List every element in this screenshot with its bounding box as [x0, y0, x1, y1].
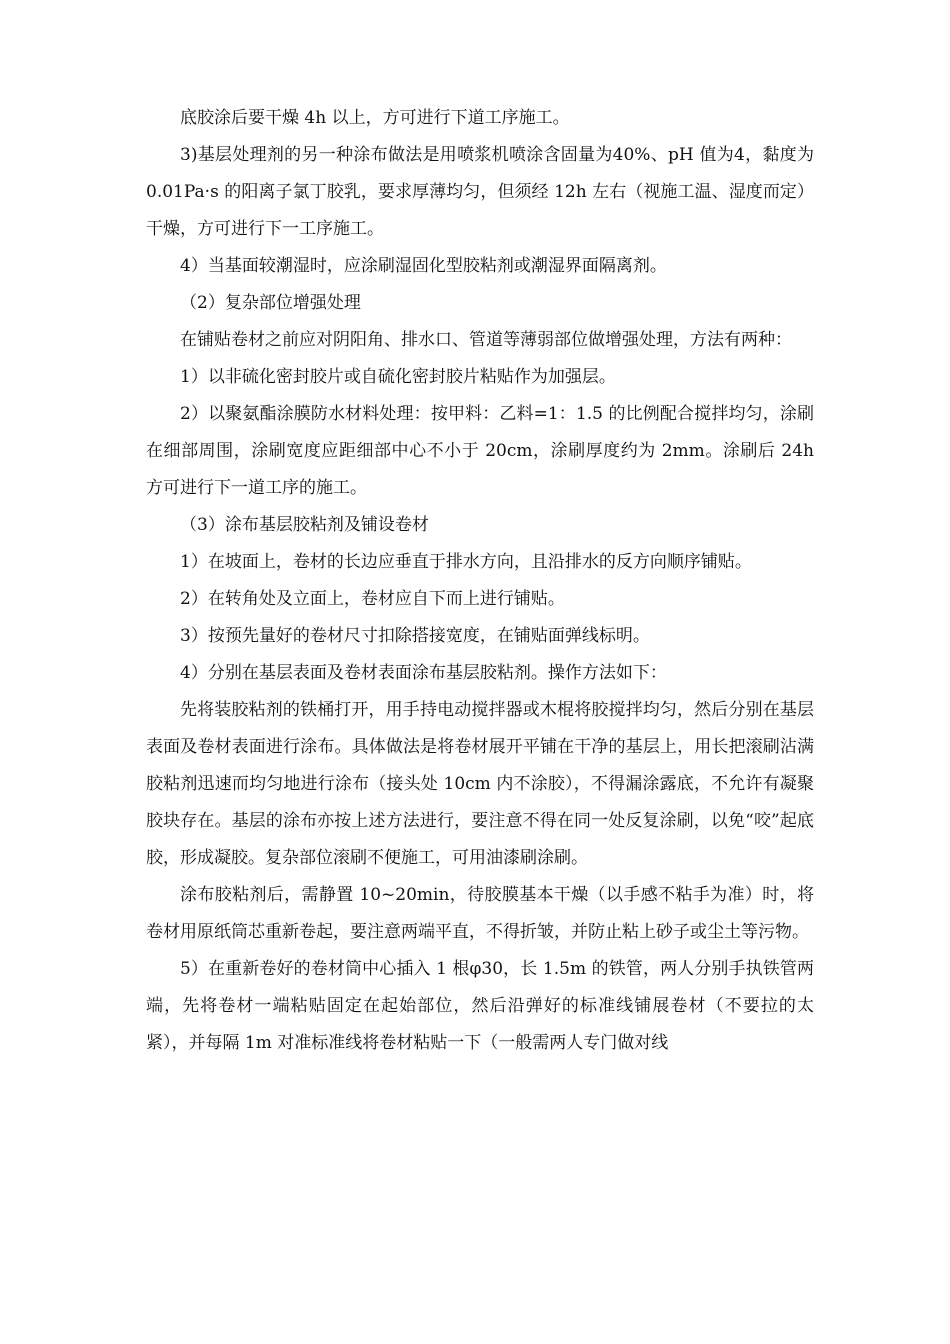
paragraph-damp-base: 4）当基面较潮湿时，应涂刷湿固化型胶粘剂或潮湿界面隔离剂。 [180, 256, 667, 276]
paragraph-rest-time: 涂布胶粘剂后，需静置 10~20min，待胶膜基本干燥（以手感不粘手为准）时，将卷材用原纸筒芯重新卷起，要注意两端平直，不得折皱，并防止粘上砂子或尘土等污物。 [146, 885, 814, 942]
paragraph-reinforcement-intro: 在铺贴卷材之前应对阴阳角、排水口、管道等薄弱部位做增强处理，方法有两种： [180, 330, 792, 350]
paragraph-method-1: 1）以非硫化密封胶片或自硫化密封胶片粘贴作为加强层。 [180, 367, 616, 387]
paragraph-spray-method: 3)基层处理剂的另一种涂布做法是用喷浆机喷涂含固量为40%、pH 值为4，黏度为 0.01Pa·s 的阳离子氯丁胶乳，要求厚薄均匀，但须经 12h 左右（视施工温、湿度而定）干燥，方可进行下一工序施工。 [146, 145, 814, 239]
paragraph-coating-procedure: 先将装胶粘剂的铁桶打开，用手持电动搅拌器或木棍将胶搅拌均匀，然后分别在基层表面及卷材表面进行涂布。具体做法是将卷材展开平铺在干净的基层上，用长把滚刷沾满胶粘剂迅速而均匀地进行涂布（接头处 10cm 内不涂胶），不得漏涂露底，不允许有凝聚胶块存在。基层的涂布亦按上述方法进行，要注意不得在同一处反复涂刷，以免“咬”起底胶，形成凝胶。复杂部位滚刷不便施工，可用油漆刷涂刷。 [146, 700, 814, 868]
heading-reinforcement: （2）复杂部位增强处理 [180, 293, 361, 313]
paragraph-slope: 1）在坡面上，卷材的长边应垂直于排水方向，且沿排水的反方向顺序铺贴。 [180, 552, 752, 572]
paragraph-coating: 4）分别在基层表面及卷材表面涂布基层胶粘剂。操作方法如下： [180, 663, 667, 683]
paragraph-base-glue-drying: 底胶涂后要干燥 4h 以上，方可进行下道工序施工。 [180, 108, 570, 128]
heading-coating-laying: （3）涂布基层胶粘剂及铺设卷材 [180, 515, 429, 535]
document-page [146, 100, 814, 1062]
paragraph-corner: 2）在转角处及立面上，卷材应自下而上进行铺贴。 [180, 589, 565, 609]
paragraph-marking: 3）按预先量好的卷材尺寸扣除搭接宽度，在铺贴面弹线标明。 [180, 626, 650, 646]
paragraph-method-2: 2）以聚氨酯涂膜防水材料处理：按甲料：乙料=1：1.5 的比例配合搅拌均匀，涂刷在细部周围，涂刷宽度应距细部中心不小于 20cm，涂刷厚度约为 2mm。涂刷后 24h 方可进行下一道工序的施工。 [146, 404, 814, 498]
paragraph-rolling: 5）在重新卷好的卷材筒中心插入 1 根φ30，长 1.5m 的铁管，两人分别手执铁管两端，先将卷材一端粘贴固定在起始部位，然后沿弹好的标准线铺展卷材（不要拉的太紧），并每隔 1m 对准标准线将卷材粘贴一下（一般需两人专门做对线 [146, 959, 814, 1053]
